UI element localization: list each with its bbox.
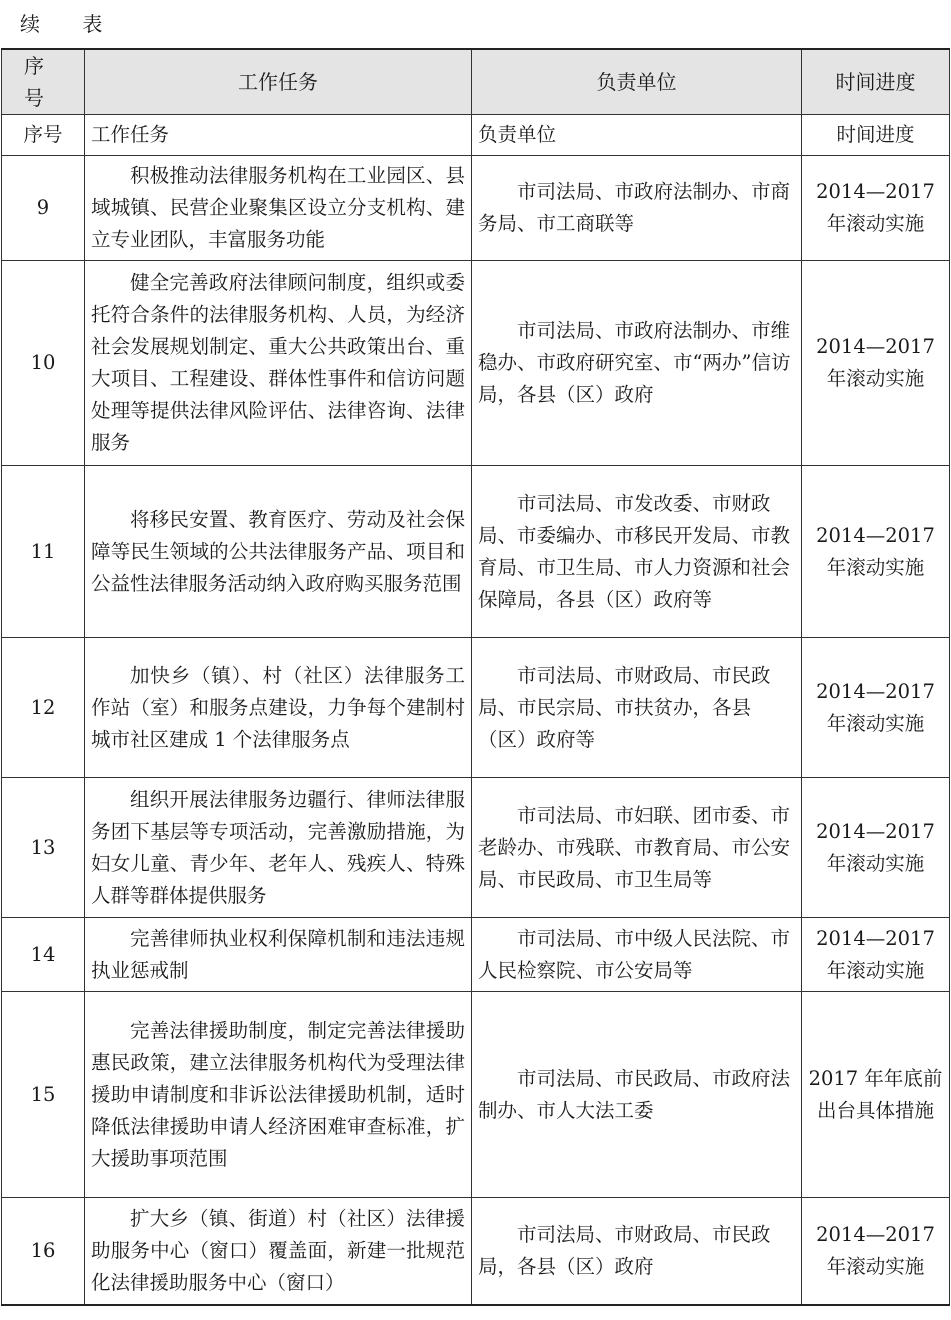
header-seq: 序 号: [2, 49, 85, 115]
row-unit-text: 市司法局、市政府法制办、市商务局、市工商联等: [478, 180, 791, 235]
row-unit-text: 市司法局、市政府法制办、市维稳办、市政府研究室、市“两办”信访局，各县（区）政府: [478, 319, 791, 406]
row-unit-text: 市司法局、市中级人民法院、市人民检察院、市公安局等: [478, 926, 791, 982]
row-number: 14: [2, 918, 85, 992]
row-number: 15: [2, 992, 85, 1198]
row-task-text: 完善法律援助制度，制定完善法律援助惠民政策，建立法律服务机构代为受理法律援助申请制度和非诉讼法律援助机制，适时降低法律援助申请人经济困难审查标准，扩大援助事项范围: [91, 1018, 465, 1170]
row-time: 2014—2017 年滚动实施: [802, 1198, 950, 1305]
table-row: [2, 466, 950, 638]
row-task-text: 将移民安置、教育医疗、劳动及社会保障等民生领域的公共法律服务产品、项目和公益性法律服务活动纳入政府购买服务范围: [91, 507, 465, 595]
header-row: [2, 49, 950, 115]
row-time: 2014—2017 年滚动实施: [802, 638, 950, 778]
subheader-time: 时间进度: [802, 115, 950, 156]
row-task: [85, 918, 472, 992]
table-row: [2, 261, 950, 466]
row-task: [85, 992, 472, 1198]
row-number: 12: [2, 638, 85, 778]
row-number: 9: [2, 156, 85, 261]
row-unit: [472, 261, 802, 466]
row-task: [85, 638, 472, 778]
table-row: [2, 918, 950, 992]
row-task-text: 健全完善政府法律顾问制度，组织或委托符合条件的法律服务机构、人员，为经济社会发展规划制定、重大公共政策出台、重大项目、工程建设、群体性事件和信访问题处理等提供法律风险评估、法律咨询、法律服务: [91, 271, 465, 454]
table-row: [2, 156, 950, 261]
table-row: [2, 778, 950, 918]
row-unit-text: 市司法局、市发改委、市财政局、市委编办、市移民开发局、市教育局、市卫生局、市人力资源和社会保障局，各县（区）政府等: [478, 491, 791, 611]
row-time: 2017 年年底前出台具体措施: [802, 992, 950, 1198]
row-task: [85, 261, 472, 466]
row-unit: [472, 992, 802, 1198]
row-task-text: 积极推动法律服务机构在工业园区、县域城镇、民营企业聚集区设立分支机构、建立专业团队，丰富服务功能: [91, 164, 465, 251]
row-unit: [472, 918, 802, 992]
row-task: [85, 1198, 472, 1305]
subheader-unit: 负责单位: [472, 115, 802, 156]
table-row: [2, 1198, 950, 1305]
subheader-task: 工作任务: [85, 115, 472, 156]
table-row: [2, 992, 950, 1198]
row-unit: [472, 638, 802, 778]
row-time: 2014—2017 年滚动实施: [802, 261, 950, 466]
row-number: 11: [2, 466, 85, 638]
row-number: 16: [2, 1198, 85, 1305]
row-unit: [472, 156, 802, 261]
row-unit-text: 市司法局、市妇联、团市委、市老龄办、市残联、市教育局、市公安局、市民政局、市卫生局等: [478, 803, 791, 891]
row-unit: [472, 1198, 802, 1305]
subheader-row: [2, 115, 950, 156]
table-caption: 续 表: [20, 12, 121, 36]
subheader-seq: 序号: [2, 115, 85, 156]
row-task-text: 扩大乡（镇、街道）村（社区）法律援助服务中心（窗口）覆盖面，新建一批规范化法律援助服务中心（窗口）: [91, 1206, 465, 1294]
table-row: [2, 638, 950, 778]
row-unit-text: 市司法局、市民政局、市政府法制办、市人大法工委: [478, 1066, 791, 1122]
row-unit: [472, 466, 802, 638]
row-time: 2014—2017 年滚动实施: [802, 156, 950, 261]
row-unit-text: 市司法局、市财政局、市民政局，各县（区）政府: [478, 1222, 771, 1278]
row-time: 2014—2017 年滚动实施: [802, 778, 950, 918]
row-task: [85, 778, 472, 918]
row-task-text: 组织开展法律服务边疆行、律师法律服务团下基层等专项活动，完善激励措施，为妇女儿童、青少年、老年人、残疾人、特殊人群等群体提供服务: [91, 787, 465, 907]
row-task-text: 加快乡（镇）、村（社区）法律服务工作站（室）和服务点建设，力争每个建制村城市社区建成 1 个法律服务点: [91, 663, 465, 751]
header-time: 时间进度: [802, 49, 950, 115]
row-task-text: 完善律师执业权利保障机制和违法违规执业惩戒制: [91, 926, 465, 982]
row-task: [85, 466, 472, 638]
row-time: 2014—2017 年滚动实施: [802, 918, 950, 992]
header-task: 工作任务: [85, 49, 472, 115]
task-table: [1, 48, 950, 1306]
row-unit: [472, 778, 802, 918]
row-task: [85, 156, 472, 261]
row-number: 10: [2, 261, 85, 466]
header-unit: 负责单位: [472, 49, 802, 115]
row-number: 13: [2, 778, 85, 918]
row-time: 2014—2017 年滚动实施: [802, 466, 950, 638]
row-unit-text: 市司法局、市财政局、市民政局、市民宗局、市扶贫办，各县（区）政府等: [478, 663, 771, 751]
